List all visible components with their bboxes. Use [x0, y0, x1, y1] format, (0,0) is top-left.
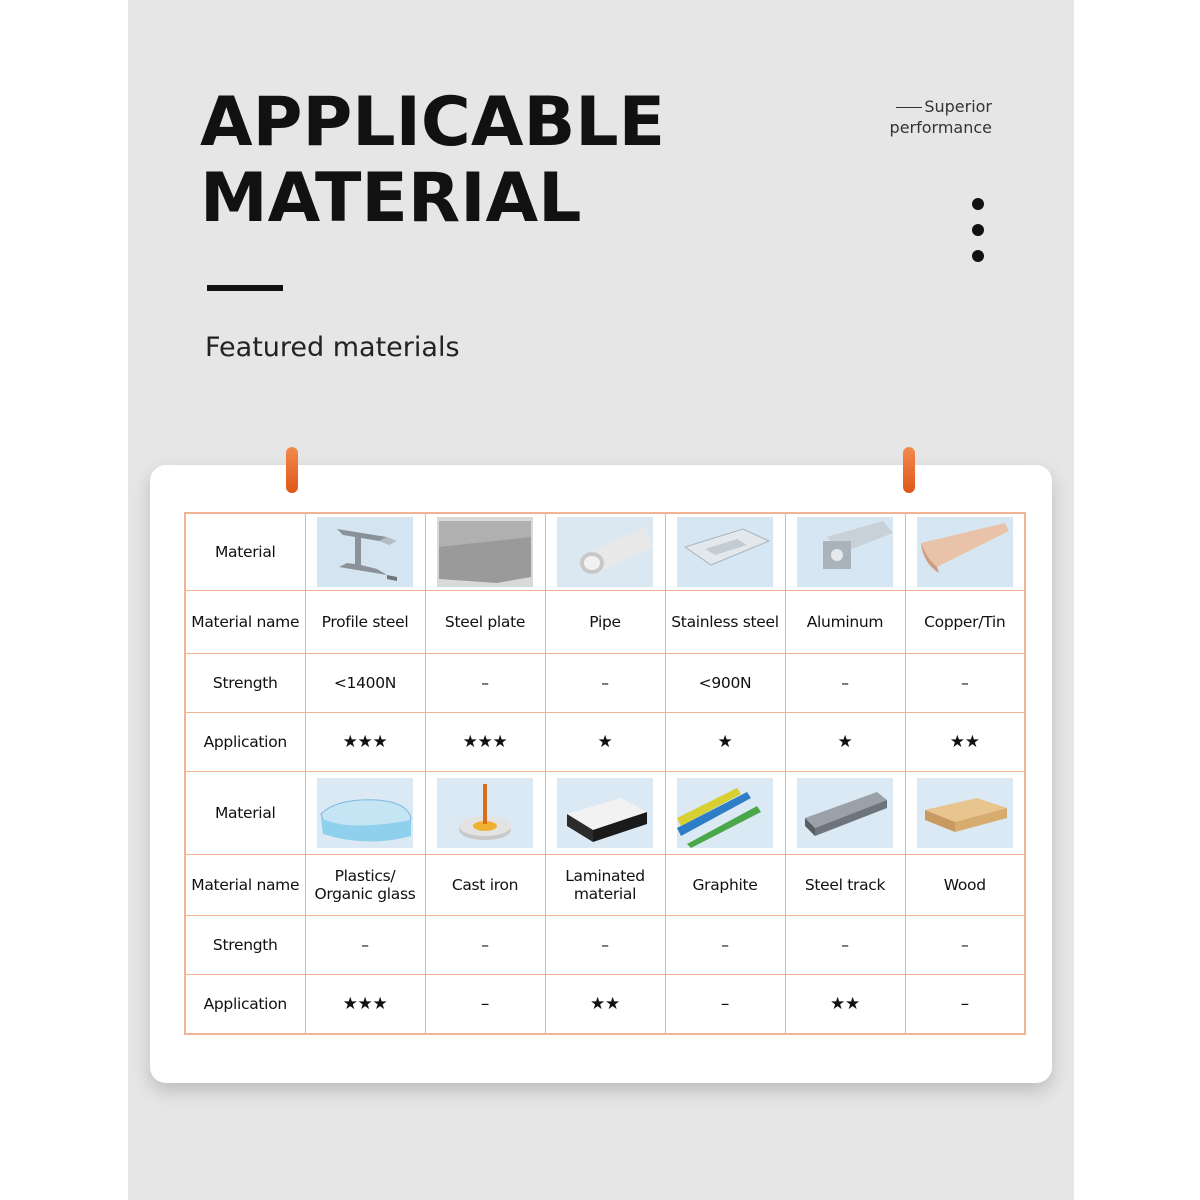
- application-rating: –: [665, 975, 785, 1035]
- table-row: [185, 916, 1025, 975]
- application-rating: ★★: [545, 975, 665, 1035]
- strength-cell: –: [905, 916, 1025, 975]
- row-label: Application: [185, 713, 305, 772]
- laminated-material-icon: [557, 778, 653, 848]
- cast-iron-icon: [437, 778, 533, 848]
- material-name-cell: Cast iron: [425, 855, 545, 916]
- strength-cell: –: [785, 654, 905, 713]
- material-name-cell: Profile steel: [305, 591, 425, 654]
- strength-cell: –: [425, 916, 545, 975]
- table-row: [185, 654, 1025, 713]
- table-row: [185, 713, 1025, 772]
- strength-cell: –: [305, 916, 425, 975]
- right-pin-icon: [903, 447, 915, 493]
- title-line-2: MATERIAL: [200, 159, 582, 238]
- tagline: [872, 96, 992, 138]
- row-label: Strength: [185, 916, 305, 975]
- graphite-icon: [677, 778, 773, 848]
- row-label: Material: [185, 772, 305, 855]
- tagline-line-1: Superior: [924, 97, 992, 116]
- material-name-cell: Wood: [905, 855, 1025, 916]
- application-rating: ★★★: [305, 713, 425, 772]
- table-row: [185, 591, 1025, 654]
- material-name-cell: Aluminum: [785, 591, 905, 654]
- application-rating: ★★: [785, 975, 905, 1035]
- material-name-cell: Stainless steel: [665, 591, 785, 654]
- row-label: Strength: [185, 654, 305, 713]
- title-underline: [207, 285, 283, 291]
- material-name-cell: Steel plate: [425, 591, 545, 654]
- table-row: [185, 513, 1025, 591]
- profile-steel-icon: [317, 517, 413, 587]
- strength-cell: <900N: [665, 654, 785, 713]
- steel-track-icon: [797, 778, 893, 848]
- strength-cell: –: [665, 916, 785, 975]
- title-line-1: APPLICABLE: [200, 83, 666, 162]
- material-name-cell: Laminated material: [545, 855, 665, 916]
- table-row: [185, 772, 1025, 855]
- table-row: [185, 855, 1025, 916]
- row-label: Material name: [185, 591, 305, 654]
- application-rating: ★★: [905, 713, 1025, 772]
- steel-plate-icon: [437, 517, 533, 587]
- strength-cell: –: [425, 654, 545, 713]
- copper-tin-icon: [917, 517, 1013, 587]
- row-label: Material: [185, 513, 305, 591]
- application-rating: –: [905, 975, 1025, 1035]
- material-name-cell: Copper/Tin: [905, 591, 1025, 654]
- strength-cell: –: [905, 654, 1025, 713]
- pipe-icon: [557, 517, 653, 587]
- vertical-dots-icon: [972, 198, 986, 276]
- wood-icon: [917, 778, 1013, 848]
- aluminum-icon: [797, 517, 893, 587]
- application-rating: ★★★: [425, 713, 545, 772]
- material-name-cell: Plastics/ Organic glass: [305, 855, 425, 916]
- subtitle: Featured materials: [205, 332, 460, 363]
- strength-cell: <1400N: [305, 654, 425, 713]
- page-title: [200, 85, 665, 237]
- materials-table: [184, 512, 1026, 1035]
- material-name-cell: Steel track: [785, 855, 905, 916]
- application-rating: ★: [785, 713, 905, 772]
- left-pin-icon: [286, 447, 298, 493]
- tagline-line-2: performance: [889, 118, 992, 137]
- strength-cell: –: [545, 916, 665, 975]
- material-name-cell: Graphite: [665, 855, 785, 916]
- strength-cell: –: [785, 916, 905, 975]
- application-rating: ★★★: [305, 975, 425, 1035]
- table-row: [185, 975, 1025, 1035]
- plastics-glass-icon: [317, 778, 413, 848]
- row-label: Application: [185, 975, 305, 1035]
- application-rating: ★: [665, 713, 785, 772]
- application-rating: ★: [545, 713, 665, 772]
- material-name-cell: Pipe: [545, 591, 665, 654]
- row-label: Material name: [185, 855, 305, 916]
- stainless-steel-icon: [677, 517, 773, 587]
- strength-cell: –: [545, 654, 665, 713]
- application-rating: –: [425, 975, 545, 1035]
- tagline-dash: [896, 107, 922, 108]
